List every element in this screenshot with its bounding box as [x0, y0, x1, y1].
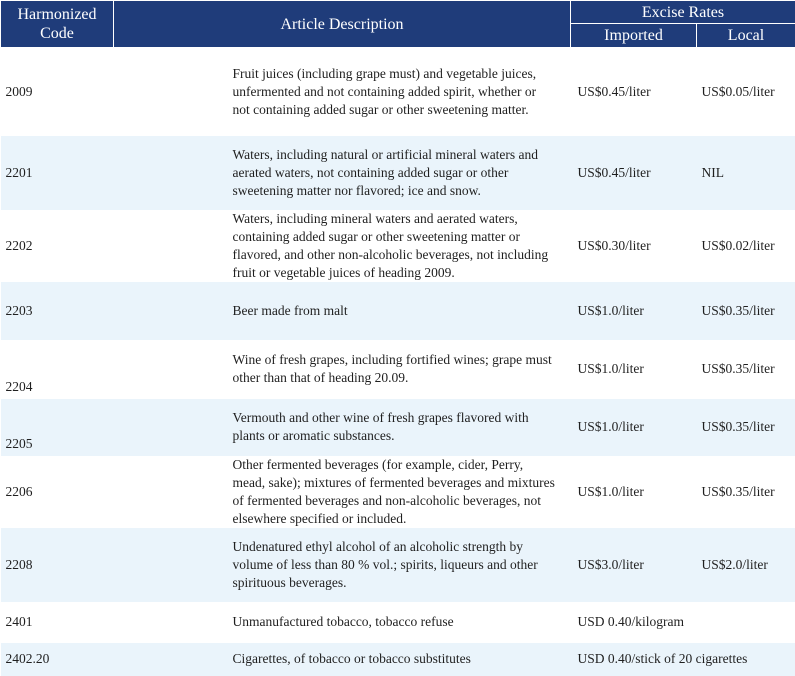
description-cell: Waters, including natural or artificial mineral waters and aerated waters, not containing added sugar or other sweetening matter nor flavored; ice and snow. [114, 136, 571, 210]
table-row [1, 136, 795, 210]
table-row [1, 340, 795, 399]
imported-rate-cell: US$1.0/liter [571, 399, 697, 456]
table-row [1, 282, 795, 340]
table-row [1, 602, 795, 643]
imported-rate-cell: US$3.0/liter [571, 528, 697, 602]
table-row [1, 48, 795, 136]
local-rate-cell: US$0.05/liter [697, 48, 795, 136]
description-cell: Wine of fresh grapes, including fortified wines; grape must other than that of heading 20.09. [114, 340, 571, 399]
imported-rate-cell: US$1.0/liter [571, 282, 697, 340]
local-rate-cell: US$0.35/liter [697, 399, 795, 456]
excise-rates-header: Excise Rates [571, 1, 795, 24]
local-rate-cell: US$0.35/liter [697, 456, 795, 528]
description-cell: Cigarettes, of tobacco or tobacco substitutes [114, 643, 571, 676]
description-cell: Undenatured ethyl alcohol of an alcoholic strength by volume of less than 80 % vol.; spirits, liqueurs and other spirituous beverages. [114, 528, 571, 602]
code-cell: 2203 [1, 282, 114, 340]
description-cell: Unmanufactured tobacco, tobacco refuse [114, 602, 571, 643]
code-cell: 2401 [1, 602, 114, 643]
rate-cell: USD 0.40/stick of 20 cigarettes [571, 643, 795, 676]
description-cell: Beer made from malt [114, 282, 571, 340]
code-cell: 2202 [1, 210, 114, 282]
description-cell: Fruit juices (including grape must) and vegetable juices, unfermented and not containing added spirit, whether or not containing added sugar or other sweetening matter. [114, 48, 571, 136]
code-cell: 2206 [1, 456, 114, 528]
code-cell: 2009 [1, 48, 114, 136]
code-cell: 2201 [1, 136, 114, 210]
description-cell: Vermouth and other wine of fresh grapes flavored with plants or aromatic substances. [114, 399, 571, 456]
table-row [1, 528, 795, 602]
local-rate-cell: US$0.35/liter [697, 340, 795, 399]
rate-cell: USD 0.40/kilogram [571, 602, 795, 643]
code-cell: 2204 [1, 340, 114, 399]
table-row [1, 643, 795, 676]
imported-rate-cell: US$0.45/liter [571, 136, 697, 210]
table-row [1, 456, 795, 528]
local-rate-cell: US$0.35/liter [697, 282, 795, 340]
local-rate-cell: US$0.02/liter [697, 210, 795, 282]
code-cell: 2205 [1, 399, 114, 456]
code-cell: 2208 [1, 528, 114, 602]
description-cell: Waters, including mineral waters and aerated waters, containing added sugar or other sweetening matter or flavored, and other non-alcoholic beverages, not including fruit or vegetable juices of heading 2009. [114, 210, 571, 282]
description-cell: Other fermented beverages (for example, cider, Perry, mead, sake); mixtures of fermented beverages and mixtures of fermented beverages and non-alcoholic beverages, not elsewhere specified or included. [114, 456, 571, 528]
table-row [1, 210, 795, 282]
imported-rate-cell: US$0.45/liter [571, 48, 697, 136]
imported-rate-cell: US$1.0/liter [571, 456, 697, 528]
imported-rate-cell: US$0.30/liter [571, 210, 697, 282]
code-cell: 2402.20 [1, 643, 114, 676]
harmonized-code-header: Harmonized Code [1, 1, 114, 48]
local-rate-cell: NIL [697, 136, 795, 210]
table-header [1, 1, 795, 48]
local-header: Local [697, 24, 795, 48]
local-rate-cell: US$2.0/liter [697, 528, 795, 602]
imported-rate-cell: US$1.0/liter [571, 340, 697, 399]
article-description-header: Article Description [114, 1, 571, 48]
table-row [1, 399, 795, 456]
imported-header: Imported [571, 24, 697, 48]
